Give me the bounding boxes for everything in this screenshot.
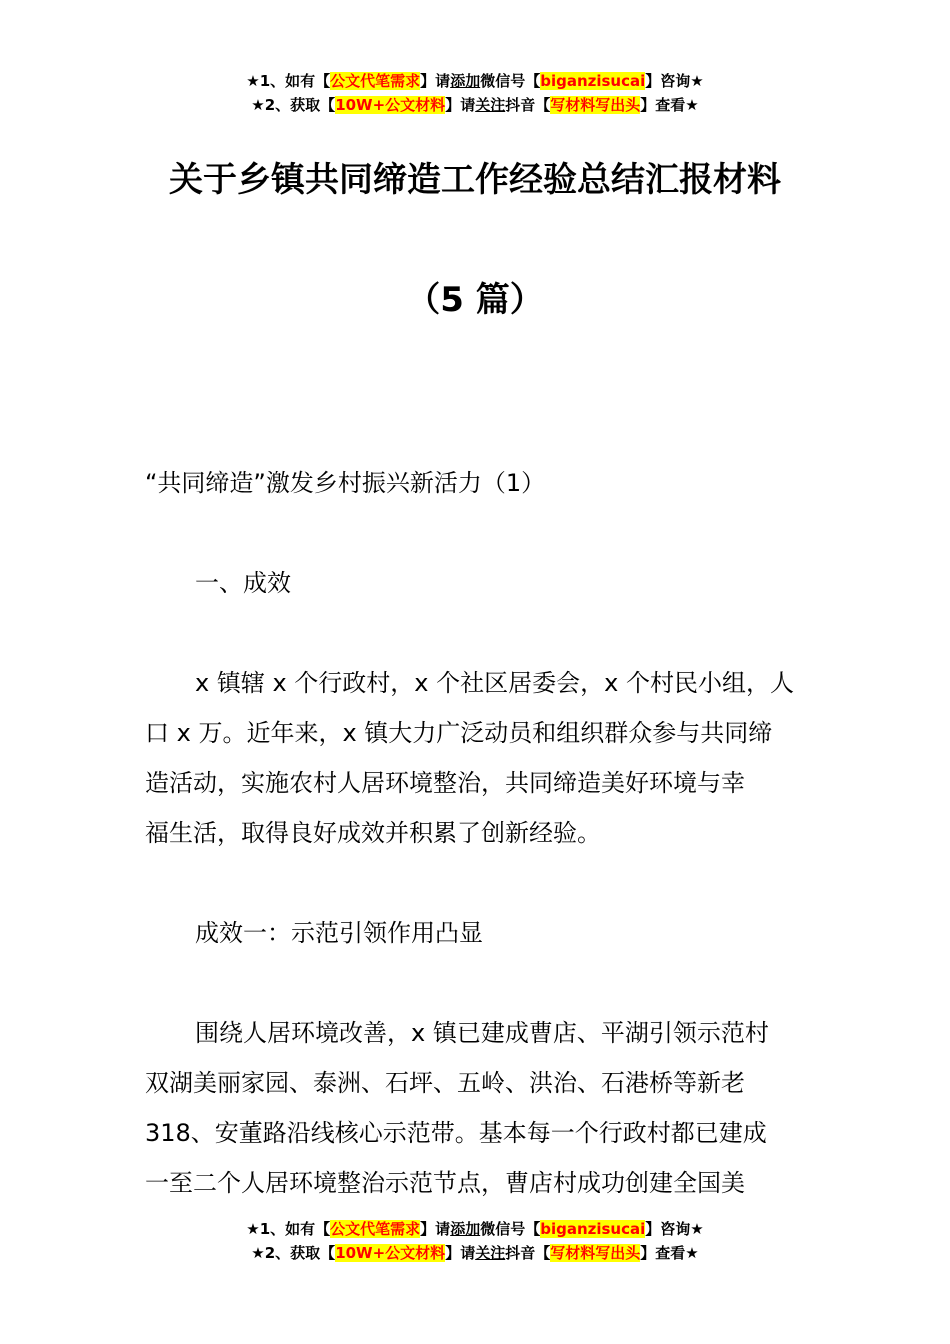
paragraph-line: 福生活，取得良好成效并积累了创新经验。 xyxy=(145,819,601,847)
banner-highlight: biganzisucai xyxy=(540,1220,646,1238)
banner-text: 】请 xyxy=(420,1220,451,1238)
heading-effect-one: 成效一：示范引领作用凸显 xyxy=(195,919,483,947)
banner-highlight: biganzisucai xyxy=(540,72,646,90)
bottom-banner xyxy=(0,1217,950,1265)
paragraph-line: x 镇辖 x 个行政村，x 个社区居委会，x 个村民小组，人 xyxy=(195,669,794,697)
banner-text: 抖音【 xyxy=(505,1244,551,1262)
banner-highlight: 公文代笔需求 xyxy=(330,1220,421,1238)
banner-text: 】查看★ xyxy=(640,96,699,114)
banner-highlight: 写材料写出头 xyxy=(550,1244,641,1262)
banner-text: ★2、获取【 xyxy=(251,96,336,114)
banner-emphasis: 添加 xyxy=(450,72,481,90)
banner-text: 】请 xyxy=(420,72,451,90)
banner-text: 】咨询★ xyxy=(645,72,704,90)
banner-text: ★1、如有【 xyxy=(246,1220,331,1238)
document-title: 关于乡镇共同缔造工作经验总结汇报材料 xyxy=(169,160,781,200)
banner-text: 】请 xyxy=(445,96,476,114)
paragraph-line: 围绕人居环境改善，x 镇已建成曹店、平湖引领示范村 xyxy=(195,1019,769,1047)
banner-emphasis: 添加 xyxy=(450,1220,481,1238)
paragraph-line: 318、安董路沿线核心示范带。基本每一个行政村都已建成 xyxy=(145,1119,767,1147)
section-title: “共同缔造”激发乡村振兴新活力（1） xyxy=(145,469,546,497)
banner-text: ★1、如有【 xyxy=(246,72,331,90)
paragraph-1 xyxy=(145,658,810,858)
banner-line-1 xyxy=(0,1217,950,1241)
banner-text: 】咨询★ xyxy=(645,1220,704,1238)
document-body xyxy=(145,458,810,1208)
banner-emphasis: 关注 xyxy=(475,96,506,114)
paragraph-line: 口 x 万。近年来，x 镇大力广泛动员和组织群众参与共同缔 xyxy=(145,719,773,747)
banner-text: 微信号【 xyxy=(480,72,541,90)
paragraph-line: 双湖美丽家园、泰洲、石坪、五岭、洪治、石港桥等新老 xyxy=(145,1069,745,1097)
banner-highlight: 写材料写出头 xyxy=(550,96,641,114)
banner-highlight: 10W+公文材料 xyxy=(335,1244,446,1262)
top-banner xyxy=(0,69,950,117)
banner-line-1 xyxy=(0,69,950,93)
banner-text: 】请 xyxy=(445,1244,476,1262)
banner-text: 微信号【 xyxy=(480,1220,541,1238)
paragraph-2 xyxy=(145,1008,810,1208)
banner-line-2 xyxy=(0,93,950,117)
banner-text: 抖音【 xyxy=(505,96,551,114)
paragraph-line: 造活动，实施农村人居环境整治，共同缔造美好环境与幸 xyxy=(145,769,745,797)
banner-highlight: 公文代笔需求 xyxy=(330,72,421,90)
banner-highlight: 10W+公文材料 xyxy=(335,96,446,114)
banner-line-2 xyxy=(0,1241,950,1265)
banner-text: ★2、获取【 xyxy=(251,1244,336,1262)
banner-emphasis: 关注 xyxy=(475,1244,506,1262)
banner-text: 】查看★ xyxy=(640,1244,699,1262)
document-subtitle: （5 篇） xyxy=(406,280,544,320)
heading-effects: 一、成效 xyxy=(195,569,291,597)
paragraph-line: 一至二个人居环境整治示范节点，曹店村成功创建全国美 xyxy=(145,1169,745,1197)
